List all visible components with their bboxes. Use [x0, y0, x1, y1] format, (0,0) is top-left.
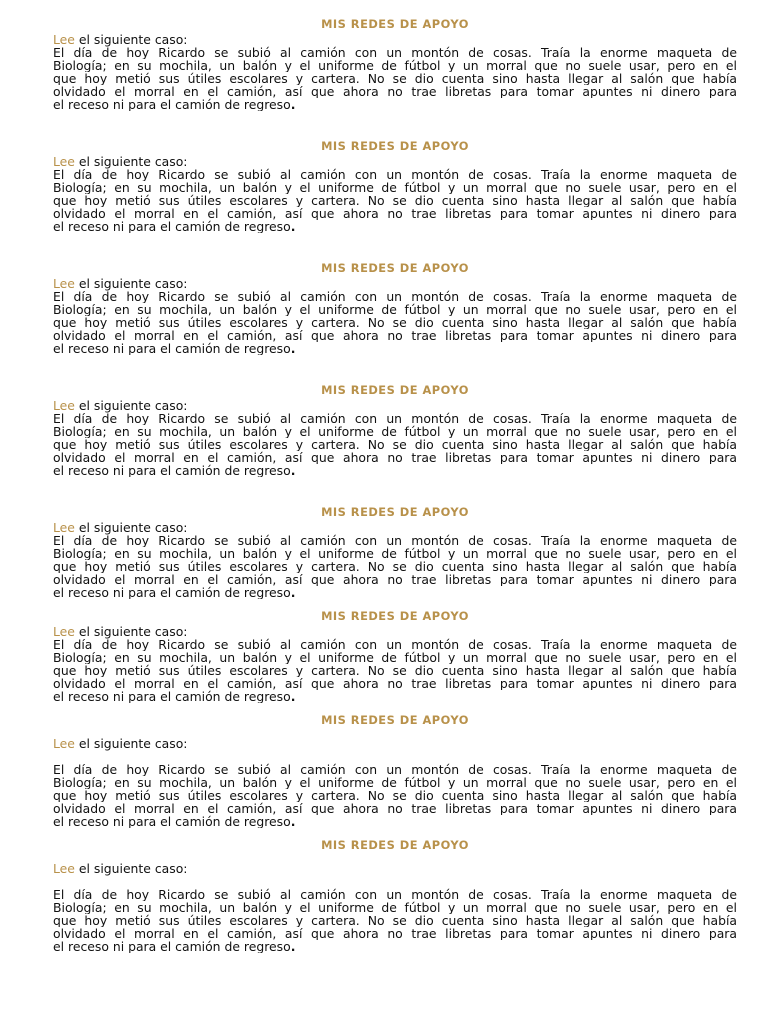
case-line: El día de hoy Ricardo se subió al camión con un montón de cosas. Traía la enorme maqueta de: [53, 46, 737, 59]
section-heading: MIS REDES DE APOYO: [321, 139, 469, 153]
section-heading: MIS REDES DE APOYO: [321, 713, 469, 727]
section-heading: MIS REDES DE APOYO: [321, 383, 469, 397]
case-block: [53, 15, 737, 111]
case-intro: [53, 521, 737, 534]
case-line: El día de hoy Ricardo se subió al camión con un montón de cosas. Traía la enorme maqueta de: [53, 534, 737, 547]
intro-text: el siguiente caso:: [74, 520, 188, 535]
case-line: olvidado el morral en el camión, así que ahora no trae libretas para tomar apuntes ni dinero para: [53, 451, 737, 464]
end-mark: .: [290, 464, 296, 477]
intro-verb: Lee: [53, 624, 75, 639]
end-mark: .: [290, 342, 296, 355]
end-mark: .: [290, 940, 296, 953]
case-block: [53, 607, 737, 703]
section-heading: MIS REDES DE APOYO: [321, 17, 469, 31]
case-line: El día de hoy Ricardo se subió al camión con un montón de cosas. Traía la enorme maqueta de: [53, 638, 737, 651]
case-block: [53, 711, 737, 828]
case-intro: [53, 625, 737, 638]
case-line: [53, 98, 737, 111]
case-block: [53, 259, 737, 355]
case-line: que hoy metió sus útiles escolares y cartera. No se dio cuenta sino hasta llegar al salón que había: [53, 316, 737, 329]
case-intro: [53, 277, 737, 290]
intro-verb: Lee: [53, 398, 75, 413]
intro-text: el siguiente caso:: [74, 32, 188, 47]
case-line: [53, 690, 737, 703]
case-line: El día de hoy Ricardo se subió al camión con un montón de cosas. Traía la enorme maqueta de: [53, 888, 737, 901]
document-page: [53, 15, 737, 953]
case-line-text: el receso ni para el camión de regreso: [53, 464, 291, 477]
case-line: El día de hoy Ricardo se subió al camión con un montón de cosas. Traía la enorme maqueta de: [53, 763, 737, 776]
case-intro: [53, 737, 737, 750]
case-line: [53, 342, 737, 355]
case-line: que hoy metió sus útiles escolares y cartera. No se dio cuenta sino hasta llegar al salón que había: [53, 72, 737, 85]
case-line: Biología; en su mochila, un balón y el uniforme de fútbol y un morral que no suele usar, pero en el: [53, 181, 737, 194]
intro-text: el siguiente caso:: [74, 154, 188, 169]
case-body: [53, 168, 737, 233]
case-block: [53, 836, 737, 953]
case-line-text: el receso ni para el camión de regreso: [53, 815, 291, 828]
case-line: olvidado el morral en el camión, así que ahora no trae libretas para tomar apuntes ni dinero para: [53, 85, 737, 98]
intro-text: el siguiente caso:: [74, 276, 188, 291]
intro-text: el siguiente caso:: [74, 861, 188, 876]
case-block: [53, 503, 737, 599]
case-block: [53, 137, 737, 233]
case-line-text: el receso ni para el camión de regreso: [53, 220, 291, 233]
case-body: [53, 763, 737, 828]
case-line: olvidado el morral en el camión, así que ahora no trae libretas para tomar apuntes ni dinero para: [53, 677, 737, 690]
section-heading: MIS REDES DE APOYO: [321, 838, 469, 852]
section-heading: MIS REDES DE APOYO: [321, 261, 469, 275]
case-body: [53, 638, 737, 703]
case-body: [53, 290, 737, 355]
case-line: El día de hoy Ricardo se subió al camión con un montón de cosas. Traía la enorme maqueta de: [53, 412, 737, 425]
case-line: El día de hoy Ricardo se subió al camión con un montón de cosas. Traía la enorme maqueta de: [53, 168, 737, 181]
intro-text: el siguiente caso:: [74, 624, 188, 639]
case-line: que hoy metió sus útiles escolares y cartera. No se dio cuenta sino hasta llegar al salón que había: [53, 789, 737, 802]
case-line: que hoy metió sus útiles escolares y cartera. No se dio cuenta sino hasta llegar al salón que había: [53, 194, 737, 207]
case-line: El día de hoy Ricardo se subió al camión con un montón de cosas. Traía la enorme maqueta de: [53, 290, 737, 303]
case-line: Biología; en su mochila, un balón y el uniforme de fútbol y un morral que no suele usar, pero en el: [53, 651, 737, 664]
case-line: [53, 586, 737, 599]
case-body: [53, 534, 737, 599]
case-block: [53, 381, 737, 477]
case-line: que hoy metió sus útiles escolares y cartera. No se dio cuenta sino hasta llegar al salón que había: [53, 438, 737, 451]
end-mark: .: [290, 586, 296, 599]
intro-verb: Lee: [53, 32, 75, 47]
intro-verb: Lee: [53, 154, 75, 169]
end-mark: .: [290, 98, 296, 111]
case-line-text: el receso ni para el camión de regreso: [53, 586, 291, 599]
case-line: [53, 815, 737, 828]
case-line-text: el receso ni para el camión de regreso: [53, 342, 291, 355]
case-line: olvidado el morral en el camión, así que ahora no trae libretas para tomar apuntes ni dinero para: [53, 927, 737, 940]
section-heading: MIS REDES DE APOYO: [321, 505, 469, 519]
case-line: olvidado el morral en el camión, así que ahora no trae libretas para tomar apuntes ni dinero para: [53, 329, 737, 342]
case-intro: [53, 33, 737, 46]
intro-text: el siguiente caso:: [74, 736, 188, 751]
intro-verb: Lee: [53, 276, 75, 291]
intro-verb: Lee: [53, 861, 75, 876]
case-line: Biología; en su mochila, un balón y el uniforme de fútbol y un morral que no suele usar, pero en el: [53, 901, 737, 914]
case-line: que hoy metió sus útiles escolares y cartera. No se dio cuenta sino hasta llegar al salón que había: [53, 914, 737, 927]
case-line: olvidado el morral en el camión, así que ahora no trae libretas para tomar apuntes ni dinero para: [53, 802, 737, 815]
case-line-text: el receso ni para el camión de regreso: [53, 940, 291, 953]
case-intro: [53, 862, 737, 875]
case-line: olvidado el morral en el camión, así que ahora no trae libretas para tomar apuntes ni dinero para: [53, 207, 737, 220]
case-line: que hoy metió sus útiles escolares y cartera. No se dio cuenta sino hasta llegar al salón que había: [53, 560, 737, 573]
case-line: Biología; en su mochila, un balón y el uniforme de fútbol y un morral que no suele usar, pero en el: [53, 59, 737, 72]
case-line: olvidado el morral en el camión, así que ahora no trae libretas para tomar apuntes ni dinero para: [53, 573, 737, 586]
case-body: [53, 46, 737, 111]
end-mark: .: [290, 220, 296, 233]
case-intro: [53, 399, 737, 412]
intro-verb: Lee: [53, 736, 75, 751]
case-line: [53, 940, 737, 953]
section-heading: MIS REDES DE APOYO: [321, 609, 469, 623]
case-line: [53, 220, 737, 233]
case-line: [53, 464, 737, 477]
case-line: Biología; en su mochila, un balón y el uniforme de fútbol y un morral que no suele usar, pero en el: [53, 547, 737, 560]
case-line: que hoy metió sus útiles escolares y cartera. No se dio cuenta sino hasta llegar al salón que había: [53, 664, 737, 677]
case-intro: [53, 155, 737, 168]
case-body: [53, 412, 737, 477]
case-line-text: el receso ni para el camión de regreso: [53, 690, 291, 703]
end-mark: .: [290, 815, 296, 828]
intro-text: el siguiente caso:: [74, 398, 188, 413]
end-mark: .: [290, 690, 296, 703]
case-line: Biología; en su mochila, un balón y el uniforme de fútbol y un morral que no suele usar, pero en el: [53, 776, 737, 789]
case-body: [53, 888, 737, 953]
case-line: Biología; en su mochila, un balón y el uniforme de fútbol y un morral que no suele usar, pero en el: [53, 425, 737, 438]
case-line: Biología; en su mochila, un balón y el uniforme de fútbol y un morral que no suele usar, pero en el: [53, 303, 737, 316]
case-line-text: el receso ni para el camión de regreso: [53, 98, 291, 111]
intro-verb: Lee: [53, 520, 75, 535]
